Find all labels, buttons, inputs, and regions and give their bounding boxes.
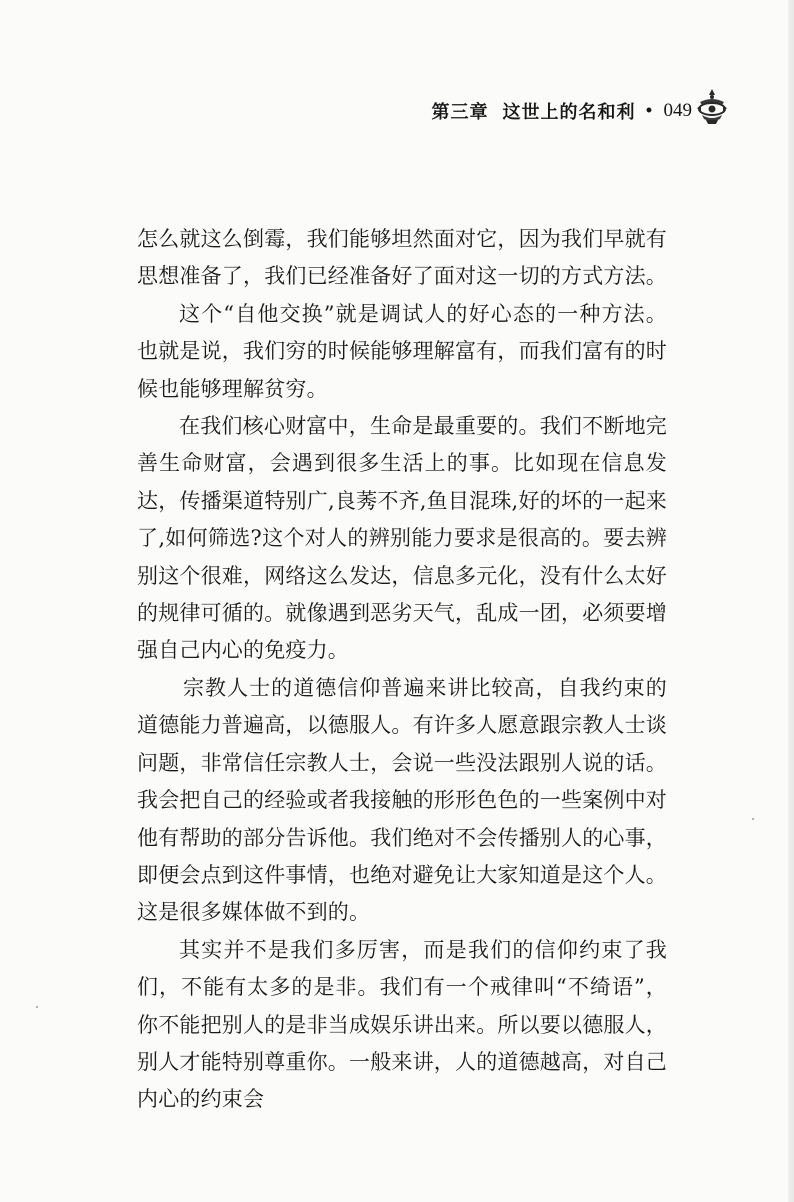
header-bullet: • — [644, 103, 655, 119]
paragraph-3: 在我们核心财富中，生命是最重要的。我们不断地完善生命财富，会遇到很多生活上的事。比如现在信息发达，传播渠道特别广,良莠不齐,鱼目混珠,好的坏的一起来了,如何筛选?这个对人的辨别能力要求是很高的。要去辨别这个很难，网络这么发达，信息多元化，没有什么太好的规律可循的。就像遇到恶劣天气，乱成一团，必须要增强自己内心的免疫力。 — [137, 414, 667, 663]
paragraph-5: 其实并不是我们多厉害，而是我们的信仰约束了我们，不能有太多的是非。我们有一个戒律叫“不绮语”，你不能把别人的是非当成娱乐讲出来。所以要以德服人，别人才能特别尊重你。一般来讲，人的道德越高，对自己内心的约束会 — [137, 937, 667, 1112]
page-number: 049 — [663, 100, 692, 121]
paper-speck — [36, 1006, 38, 1008]
paragraph-1: 怎么就这么倒霉，我们能够坦然面对它，因为我们早就有思想准备了，我们已经准备好了面对这一切的方式方法。 — [137, 227, 667, 289]
dharma-emblem-icon — [692, 86, 732, 126]
paragraph-4: 宗教人士的道德信仰普遍来讲比较高，自我约束的道德能力普遍高，以德服人。有许多人愿意跟宗教人士谈问题，非常信任宗教人士，会说一些没法跟别人说的话。我会把自己的经验或者我接触的形形色色的一些案例中对他有帮助的部分告诉他。我们绝对不会传播别人的心事，即便会点到这件事情，也绝对避免让大家知道是这个人。这是很多媒体做不到的。 — [137, 675, 667, 925]
chapter-title: 这世上的名和利 — [502, 102, 636, 123]
paragraph-2: 这个“自他交换”就是调试人的好心态的一种方法。也就是说，我们穷的时候能够理解富有，而我们富有的时候也能够理解贫穷。 — [137, 301, 667, 401]
page-edge — [788, 0, 794, 1202]
body-text — [137, 221, 667, 1119]
chapter-label: 第三章 — [431, 102, 489, 123]
running-header — [432, 98, 692, 124]
paper-speck — [752, 818, 754, 820]
